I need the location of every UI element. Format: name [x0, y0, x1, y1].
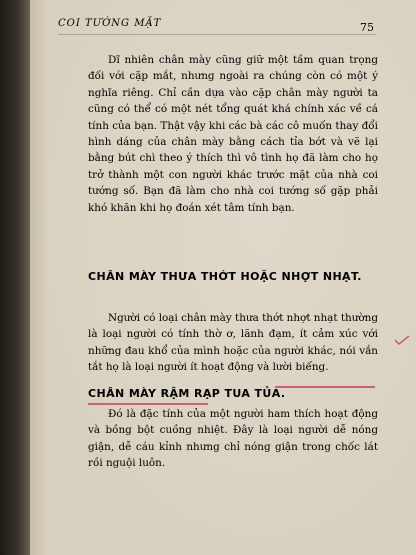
- thick-eyebrows-paragraph: [88, 406, 378, 472]
- intro-paragraph: [88, 52, 378, 216]
- section-heading-sparse-eyebrows: CHÂN MÀY THƯA THỚT HOẶC NHỢT NHẠT.: [88, 270, 362, 283]
- header-divider: [58, 34, 376, 35]
- sparse-eyebrows-text: Người có loại chân mày thưa thớt nhợt nhạt thường là loại người có tính thờ ơ, lãnh đạm, ít cảm xúc với những đau khổ của mình hoặc của người khác, nói vắn tắt họ là loại người ít hoạt động và lười biếng.: [88, 312, 379, 374]
- sparse-eyebrows-paragraph: [88, 310, 378, 376]
- page-number: 75: [360, 21, 374, 34]
- thick-eyebrows-text: Đó là đặc tính của một người ham thích hoạt động và bồng bột cuồng nhiệt. Đây là loại người dễ nóng giận, dễ cáu kỉnh nhưng chỉ nóng giận trong chốc lát rồi nguội luôn.: [88, 408, 378, 470]
- running-title: COI TƯỚNG MẶT: [58, 18, 162, 29]
- book-spine-shadow: [0, 0, 30, 555]
- intro-paragraph-text: Dĩ nhiên chân mày cũng giữ một tầm quan trọng đối với cặp mắt, nhưng ngoài ra chúng còn có một ý nghĩa riêng. Chỉ cần dựa vào cặp chân mày người ta cũng có thể có một nét tổng quát khá chính xác về cá tính của bạn. Thật vậy khi các bà các cô muốn thay đổi hình dáng của chân mày bằng cách tỉa bớt và vẽ lại bằng bút chì theo ý thích thì vô tình họ đã làm cho họ trở thành một con người khác trước mặt của nhà coi tướng số. Bạn đã làm cho nhà coi tướng số gặp phải khó khăn khi họ đoán xét tâm tính bạn.: [88, 54, 378, 214]
- handwritten-underline-mark: [88, 403, 208, 405]
- section-heading-thick-eyebrows: CHÂN MÀY RẬM RẠP TUA TỦA.: [88, 387, 286, 400]
- handwritten-check-icon: [394, 335, 410, 345]
